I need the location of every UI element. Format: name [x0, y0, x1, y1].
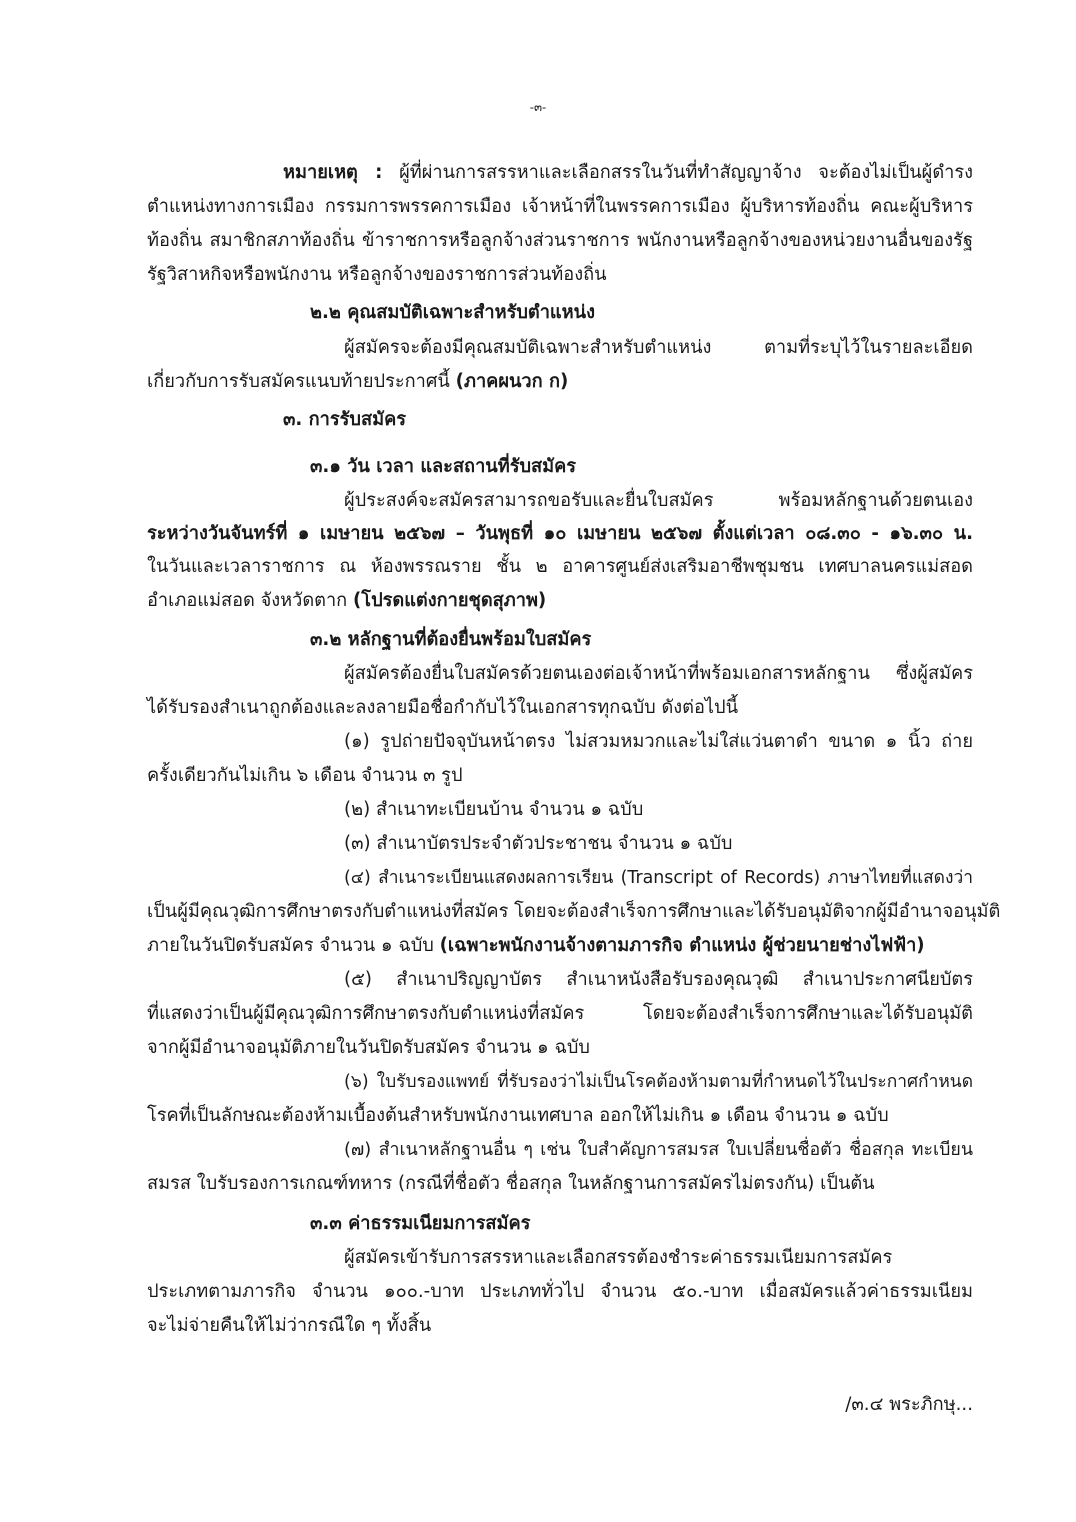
item-5-line-2: ที่แสดงว่าเป็นผู้มีคุณวุฒิการศึกษาตรงกับตำแหน่งที่สมัคร โดยจะต้องสำเร็จการศึกษาและได้รับอนุมัติ: [147, 1003, 973, 1024]
heading-2-2: ๒.๒ คุณสมบัติเฉพาะสำหรับตำแหน่ง: [310, 302, 595, 323]
item-4-line-3-text: ภายในวันปิดรับสมัคร จำนวน ๑ ฉบับ: [147, 935, 434, 956]
heading-3: ๓. การรับสมัคร: [283, 409, 407, 430]
s3-2-line-1: ผู้สมัครต้องยื่นใบสมัครด้วยตนเองต่อเจ้าหน้าที่พร้อมเอกสารหลักฐาน ซึ่งผู้สมัคร: [344, 663, 973, 684]
item-1-line-1: (๑) รูปถ่ายปัจจุบันหน้าตรง ไม่สวมหมวกและไม่ใส่แว่นตาดำ ขนาด ๑ นิ้ว ถ่าย: [344, 731, 973, 752]
s3-1-line-4: [147, 586, 546, 616]
item-6-line-1: (๖) ใบรับรองแพทย์ ที่รับรองว่าไม่เป็นโรคต้องห้ามตามที่กำหนดไว้ในประกาศกำหนด: [344, 1072, 973, 1092]
item-6-line-2: โรคที่เป็นลักษณะต้องห้ามเบื้องต้นสำหรับพนักงานเทศบาล ออกให้ไม่เกิน ๑ เดือน จำนวน ๑ ฉบับ: [147, 1105, 889, 1126]
heading-3-1: ๓.๑ วัน เวลา และสถานที่รับสมัคร: [310, 456, 577, 477]
item-2: (๒) สำเนาทะเบียนบ้าน จำนวน ๑ ฉบับ: [344, 799, 644, 820]
item-4-line-1: (๔) สำเนาระเบียนแสดงผลการเรียน (Transcript of Records) ภาษาไทยที่แสดงว่า: [344, 868, 973, 888]
application-period: ระหว่างวันจันทร์ที่ ๑ เมษายน ๒๕๖๗ – วันพุธที่ ๑๐ เมษายน ๒๕๖๗ ตั้งแต่เวลา ๐๘.๓๐ - ๑๖.๓๐ น.: [147, 523, 973, 544]
note-line-2: ตำแหน่งทางการเมือง กรรมการพรรคการเมือง เจ้าหน้าที่ในพรรคการเมือง ผู้บริหารท้องถิ่น คณะผู้บริหาร: [147, 196, 973, 217]
item-5-line-1: (๕) สำเนาปริญญาบัตร สำเนาหนังสือรับรองคุณวุฒิ สำเนาประกาศนียบัตร: [344, 969, 973, 990]
note-line-1: [283, 158, 973, 188]
item-1-line-2: ครั้งเดียวกันไม่เกิน ๖ เดือน จำนวน ๓ รูป: [147, 765, 463, 786]
item-4-position-note: (เฉพาะพนักงานจ้างตามภารกิจ ตำแหน่ง ผู้ช่วยนายช่างไฟฟ้า): [439, 935, 925, 956]
s3-3-line-3: จะไม่จ่ายคืนให้ไม่ว่ากรณีใด ๆ ทั้งสิ้น: [147, 1315, 432, 1336]
item-5-line-3: จากผู้มีอำนาจอนุมัติภายในวันปิดรับสมัคร จำนวน ๑ ฉบับ: [147, 1037, 590, 1058]
note-label: หมายเหตุ :: [283, 162, 383, 183]
s3-3-line-2: ประเภทตามภารกิจ จำนวน ๑๐๐.-บาท ประเภททั่วไป จำนวน ๕๐.-บาท เมื่อสมัครแล้วค่าธรรมเนียม: [147, 1281, 973, 1302]
s2-2-line-2-text: เกี่ยวกับการรับสมัครแนบท้ายประกาศนี้: [147, 371, 450, 392]
note-line-4: รัฐวิสาหกิจหรือพนักงาน หรือลูกจ้างของราชการส่วนท้องถิ่น: [147, 264, 607, 285]
s2-2-line-2: [147, 367, 568, 397]
heading-3-2: ๓.๒ หลักฐานที่ต้องยื่นพร้อมใบสมัคร: [310, 629, 592, 650]
s3-1-line-1: ผู้ประสงค์จะสมัครสามารถขอรับและยื่นใบสมัคร พร้อมหลักฐานด้วยตนเอง: [344, 490, 973, 511]
note-line-3: ท้องถิ่น สมาชิกสภาท้องถิ่น ข้าราชการหรือลูกจ้างส่วนราชการ พนักงานหรือลูกจ้างของหน่วยงานอื่นของรัฐ: [147, 230, 973, 251]
s3-1-line-4-text: อำเภอแม่สอด จังหวัดตาก: [147, 590, 348, 611]
appendix-ref: (ภาคผนวก ก): [455, 371, 569, 392]
item-3: (๓) สำเนาบัตรประจำตัวประชาชน จำนวน ๑ ฉบับ: [344, 833, 733, 854]
note-text-1: ผู้ที่ผ่านการสรรหาและเลือกสรรในวันที่ทำสัญญาจ้าง จะต้องไม่เป็นผู้ดำรง: [399, 162, 973, 183]
continuation-marker: /๓.๔ พระภิกษุ...: [845, 1394, 973, 1415]
dress-code: (โปรดแต่งกายชุดสุภาพ): [352, 590, 547, 611]
page-number: -๓-: [529, 100, 547, 114]
s3-3-line-1: ผู้สมัครเข้ารับการสรรหาและเลือกสรรต้องชำระค่าธรรมเนียมการสมัคร: [344, 1247, 893, 1268]
item-7-line-2: สมรส ใบรับรองการเกณฑ์ทหาร (กรณีที่ชื่อตัว ชื่อสกุล ในหลักฐานการสมัครไม่ตรงกัน) เป็นต้น: [147, 1173, 875, 1194]
heading-3-3: ๓.๓ ค่าธรรมเนียมการสมัคร: [310, 1213, 531, 1234]
item-7-line-1: (๗) สำเนาหลักฐานอื่น ๆ เช่น ใบสำคัญการสมรส ใบเปลี่ยนชื่อตัว ชื่อสกุล ทะเบียน: [344, 1139, 973, 1160]
s3-2-line-2: ได้รับรองสำเนาถูกต้องและลงลายมือชื่อกำกับไว้ในเอกสารทุกฉบับ ดังต่อไปนี้: [147, 697, 739, 718]
s3-1-line-3: ในวันและเวลาราชการ ณ ห้องพรรณราย ชั้น ๒ อาคารศูนย์ส่งเสริมอาชีพชุมชน เทศบาลนครแม่สอด: [147, 556, 973, 577]
s2-2-line-1: ผู้สมัครจะต้องมีคุณสมบัติเฉพาะสำหรับตำแหน่ง ตามที่ระบุไว้ในรายละเอียด: [344, 337, 973, 358]
item-4-line-3: [147, 931, 925, 961]
item-4-line-2: เป็นผู้มีคุณวุฒิการศึกษาตรงกับตำแหน่งที่สมัคร โดยจะต้องสำเร็จการศึกษาและได้รับอนุมัติจากผู้มีอำนาจอนุมัติ: [147, 901, 1001, 922]
